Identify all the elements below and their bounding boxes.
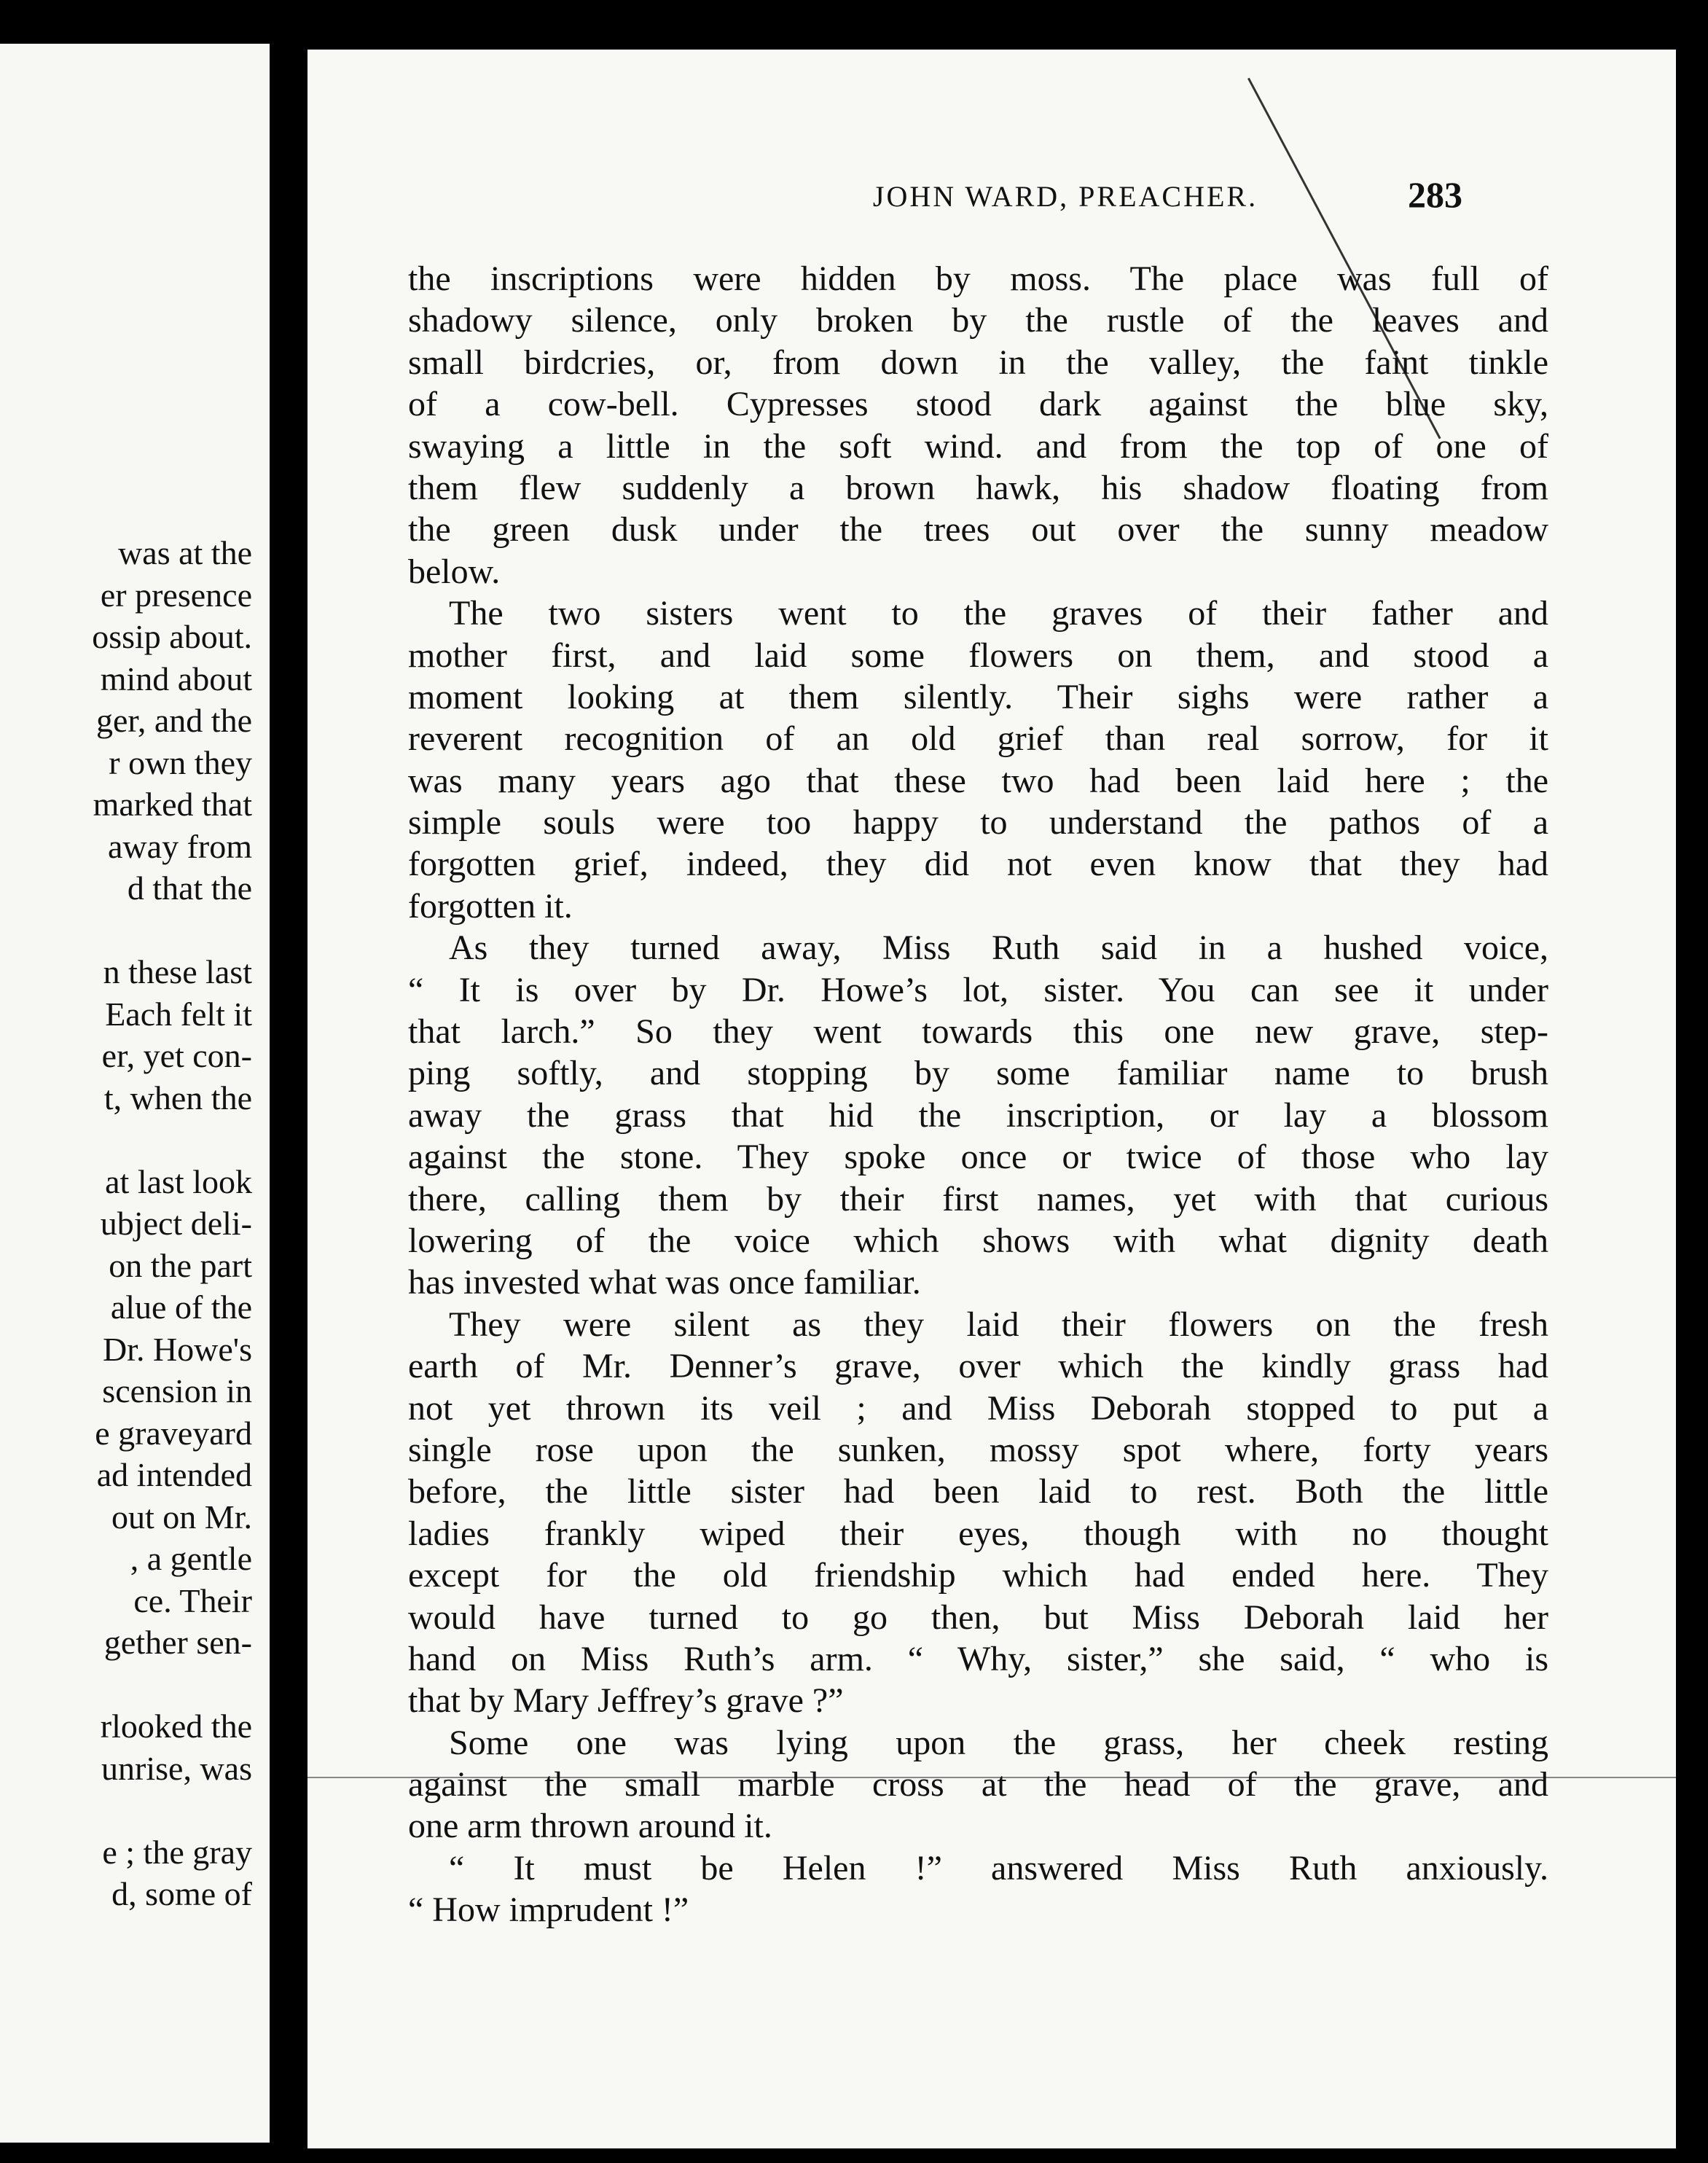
left-line: scension in xyxy=(102,1372,252,1409)
left-line xyxy=(0,910,252,952)
left-line: Dr. Howe's xyxy=(102,1330,252,1368)
page-body xyxy=(408,258,1548,1931)
text-line: was many years ago that these two had been laid here ; the xyxy=(408,761,1548,800)
left-line: rlooked the xyxy=(100,1708,252,1745)
left-page-text xyxy=(0,532,252,1915)
text-line: one arm thrown around it. xyxy=(408,1807,772,1846)
text-line: hand on Miss Ruth’s arm. “ Why, sister,” she said, “ who is xyxy=(408,1639,1548,1678)
left-line xyxy=(0,1119,252,1161)
text-line: They were silent as they laid their flowers on the fresh xyxy=(449,1305,1548,1344)
left-line: at last look xyxy=(105,1162,252,1200)
left-line: unrise, was xyxy=(101,1749,252,1787)
text-line: the inscriptions were hidden by moss. The place was full of xyxy=(408,259,1548,298)
text-line: against the stone. They spoke once or twice of those who lay xyxy=(408,1138,1548,1177)
text-line: forgotten grief, indeed, they did not even know that they had xyxy=(408,845,1548,884)
text-line: shadowy silence, only broken by the rustle of the leaves and xyxy=(408,301,1548,340)
left-line: e ; the gray xyxy=(102,1833,252,1871)
text-line: away the grass that hid the inscription, or lay a blossom xyxy=(408,1095,1548,1135)
text-line: except for the old friendship which had ended here. They xyxy=(408,1556,1548,1595)
left-line: ad intended xyxy=(96,1456,252,1493)
left-line: gether sen- xyxy=(103,1624,252,1661)
text-line: small birdcries, or, from down in the valley, the faint tinkle xyxy=(408,343,1548,382)
text-line: of a cow-bell. Cypresses stood dark against the blue sky, xyxy=(408,385,1548,424)
text-line: mother first, and laid some flowers on them, and stood a xyxy=(408,635,1548,675)
text-line: the green dusk under the trees out over the sunny meadow xyxy=(408,510,1548,549)
left-line: d that the xyxy=(127,869,252,907)
left-line: ce. Their xyxy=(133,1581,252,1619)
main-page xyxy=(307,50,1676,2148)
left-line: on the part xyxy=(109,1246,252,1284)
left-line: ubject deli- xyxy=(100,1205,252,1242)
text-line: them flew suddenly a brown hawk, his shadow floating from xyxy=(408,468,1548,507)
text-line: As they turned away, Miss Ruth said in a hushed voice, xyxy=(449,928,1548,968)
left-line: , a gentle xyxy=(130,1540,252,1577)
left-line: away from xyxy=(108,827,252,865)
left-facing-page xyxy=(0,44,270,2143)
text-line: forgotten it. xyxy=(408,886,573,926)
text-line: against the small marble cross at the head of the grave, and xyxy=(408,1765,1548,1804)
left-line: ossip about. xyxy=(92,618,252,655)
text-line: that larch.” So they went towards this one new grave, step- xyxy=(408,1012,1548,1052)
text-line: ping softly, and stopping by some familiar name to brush xyxy=(408,1054,1548,1093)
left-line: n these last xyxy=(103,953,252,990)
text-line: “ It must be Helen !” answered Miss Ruth anxiously. xyxy=(449,1848,1548,1888)
text-line: there, calling them by their first names, yet with that curious xyxy=(408,1179,1548,1219)
left-line: er presence xyxy=(100,576,252,614)
text-line: The two sisters went to the graves of their father and xyxy=(449,594,1548,633)
text-line: below. xyxy=(408,552,501,591)
text-line: single rose upon the sunken, mossy spot where, forty years xyxy=(408,1430,1548,1469)
page-number: 283 xyxy=(1408,174,1462,215)
text-line: lowering of the voice which shows with what dignity death xyxy=(408,1221,1548,1260)
left-line: ger, and the xyxy=(95,702,252,739)
left-line: mind about xyxy=(100,660,252,697)
left-line xyxy=(0,1789,252,1831)
text-line: before, the little sister had been laid to rest. Both the little xyxy=(408,1472,1548,1511)
text-line: earth of Mr. Denner’s grave, over which the kindly grass had xyxy=(408,1347,1548,1386)
text-line: has invested what was once familiar. xyxy=(408,1263,921,1302)
left-line: out on Mr. xyxy=(111,1498,252,1536)
text-line: that by Mary Jeffrey’s grave ?” xyxy=(408,1681,844,1721)
text-line: ladies frankly wiped their eyes, though with no thought xyxy=(408,1514,1548,1553)
left-line: was at the xyxy=(118,534,252,571)
running-head: JOHN WARD, PREACHER. xyxy=(872,180,1258,213)
text-line: swaying a little in the soft wind. and from the top of one of xyxy=(408,426,1548,466)
text-line: “ How imprudent !” xyxy=(408,1890,689,1930)
left-line: d, some of xyxy=(111,1875,252,1912)
left-line: er, yet con- xyxy=(101,1037,252,1074)
left-line: e graveyard xyxy=(95,1414,252,1452)
left-line xyxy=(0,1664,252,1706)
text-line: not yet thrown its veil ; and Miss Deborah stopped to put a xyxy=(408,1388,1548,1428)
left-line: r own they xyxy=(109,743,252,781)
left-line: marked that xyxy=(93,786,252,823)
text-line: Some one was lying upon the grass, her cheek resting xyxy=(449,1723,1548,1762)
left-line: Each felt it xyxy=(105,995,252,1033)
text-line: simple souls were too happy to understand the pathos of a xyxy=(408,803,1548,842)
text-line: would have turned to go then, but Miss Deborah laid her xyxy=(408,1597,1548,1637)
text-line: reverent recognition of an old grief than real sorrow, for it xyxy=(408,719,1548,759)
text-line: moment looking at them silently. Their sighs were rather a xyxy=(408,677,1548,716)
text-line: “ It is over by Dr. Howe’s lot, sister. You can see it under xyxy=(408,970,1548,1009)
left-line: alue of the xyxy=(110,1288,252,1326)
left-line: t, when the xyxy=(103,1079,252,1116)
